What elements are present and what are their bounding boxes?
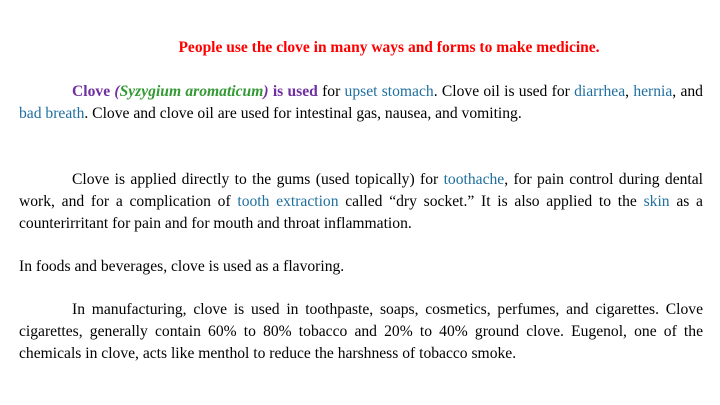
term-clove: Clove xyxy=(72,83,111,100)
paragraph-clove-uses xyxy=(19,81,703,125)
text-segment: , for pain control during dental work, and for a complication of xyxy=(19,171,703,210)
text-segment: Clove is applied directly to the gums (used topically) for xyxy=(72,171,439,188)
link-diarrhea[interactable]: diarrhea xyxy=(574,83,626,100)
link-skin[interactable]: skin xyxy=(643,193,670,210)
text-segment: as a counterirritant for pain and for mouth and throat inflammation. xyxy=(19,193,703,232)
text-segment: , xyxy=(625,83,630,100)
term-is-used: is used xyxy=(272,83,318,100)
link-upset-stomach[interactable]: upset stomach xyxy=(344,83,434,100)
slide-title: People use the clove in many ways and forms to make medicine. xyxy=(178,39,600,56)
paragraph-topical-use xyxy=(19,169,703,235)
link-hernia[interactable]: hernia xyxy=(633,83,673,100)
paragraph-foods: In foods and beverages, clove is used as a flavoring. xyxy=(19,258,345,275)
link-bad-breath[interactable]: bad breath xyxy=(19,105,85,122)
text-segment: . Clove oil is used for xyxy=(433,83,570,100)
text-segment: for xyxy=(322,83,341,100)
paren-close: ) xyxy=(263,83,269,100)
link-tooth-extraction[interactable]: tooth extraction xyxy=(237,193,339,210)
text-segment: called “dry socket.” It is also applied to the xyxy=(345,193,637,210)
paragraph-manufacturing: In manufacturing, clove is used in toothpaste, soaps, cosmetics, perfumes, and cigarettes. Clove cigarettes, generally contain 60% to 80% tobacco and 20% to 40% ground clove. Eugenol, one of the chemicals in clove, acts like menthol to reduce the harshness of tobacco smoke. xyxy=(19,301,703,362)
paren-open: ( xyxy=(114,83,120,100)
text-segment: . Clove and clove oil are used for intestinal gas, nausea, and vomiting. xyxy=(84,105,522,122)
text-segment: , and xyxy=(672,83,703,100)
link-toothache[interactable]: toothache xyxy=(443,171,505,188)
latin-name: Syzygium aromaticum xyxy=(119,83,264,100)
